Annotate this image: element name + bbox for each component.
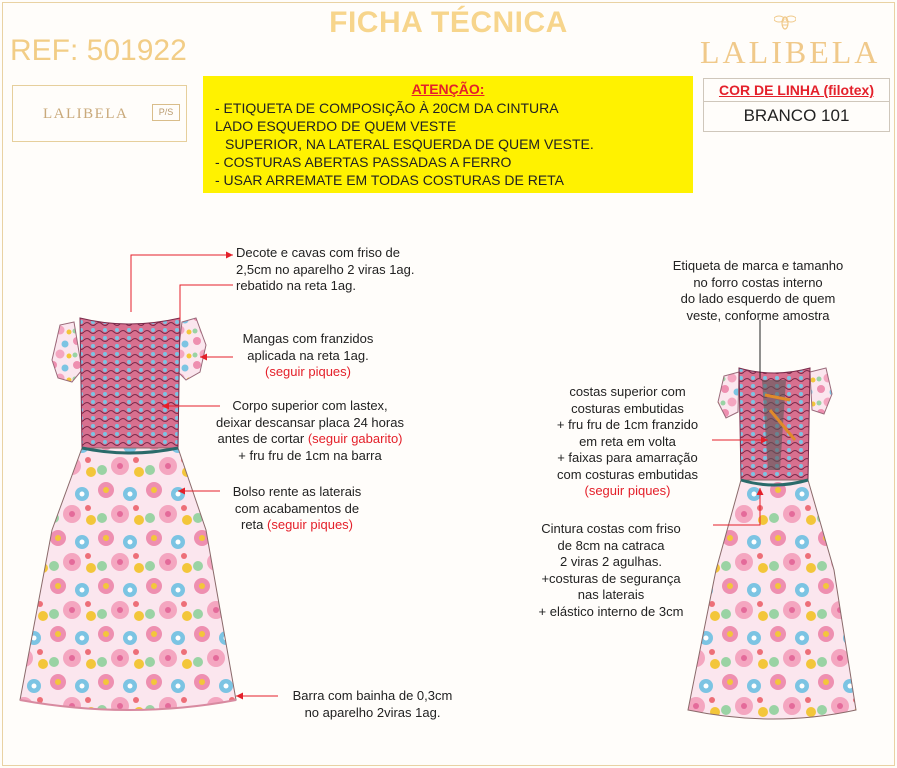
attention-line: SUPERIOR, NA LATERAL ESQUERDA DE QUEM VESTE. <box>225 136 594 152</box>
attention-line: - COSTURAS ABERTAS PASSADAS A FERRO <box>215 154 512 170</box>
attention-title: ATENÇÃO: <box>411 81 485 97</box>
bodice-note: Corpo superior com lastex, deixar descansar placa 24 horas antes de cortar (seguir gabarito) + fru fru de 1cm na barra <box>216 398 404 463</box>
back-top-note: costas superior com costuras embutidas + fru fru de 1cm franzido em reta em volta + faixas para amarração com costuras embutidas (seguir piques) <box>556 384 699 498</box>
thread-header: COR DE LINHA (filotex) <box>718 82 875 98</box>
label-brand: LALIBELA <box>43 106 129 122</box>
size-tag: P/S <box>152 104 180 121</box>
attention-line: - ETIQUETA DE COMPOSIÇÃO À 20CM DA CINTURA <box>215 100 559 116</box>
brand-name: LALIBELA <box>700 34 881 70</box>
hem-note: Barra com bainha de 0,3cm no aparelho 2viras 1ag. <box>292 688 453 720</box>
page-title: FICHA TÉCNICA <box>329 6 568 39</box>
front-dress <box>20 318 236 710</box>
attention-line: LADO ESQUERDO DE QUEM VESTE <box>215 118 457 134</box>
brand-label-note: Etiqueta de marca e tamanho no forro costas interno do lado esquerdo de quem veste, conforme amostra <box>672 258 844 323</box>
neckline-note: Decote e cavas com friso de 2,5cm no aparelho 2 viras 1ag. rebatido na reta 1ag. <box>236 245 415 293</box>
waist-note: Cintura costas com friso de 8cm na catraca 2 viras 2 agulhas. +costuras de segurança nas laterais + elástico interno de 3cm <box>538 521 684 619</box>
sleeves-note: Mangas com franzidos aplicada na reta 1ag. (seguir piques) <box>242 331 374 379</box>
reference-code: REF: 501922 <box>10 34 187 67</box>
thread-value: BRANCO 101 <box>743 106 850 125</box>
pocket-note: Bolso rente as laterais com acabamentos de reta (seguir piques) <box>232 484 362 532</box>
attention-line: - USAR ARREMATE EM TODAS COSTURAS DE RETA <box>215 172 565 188</box>
